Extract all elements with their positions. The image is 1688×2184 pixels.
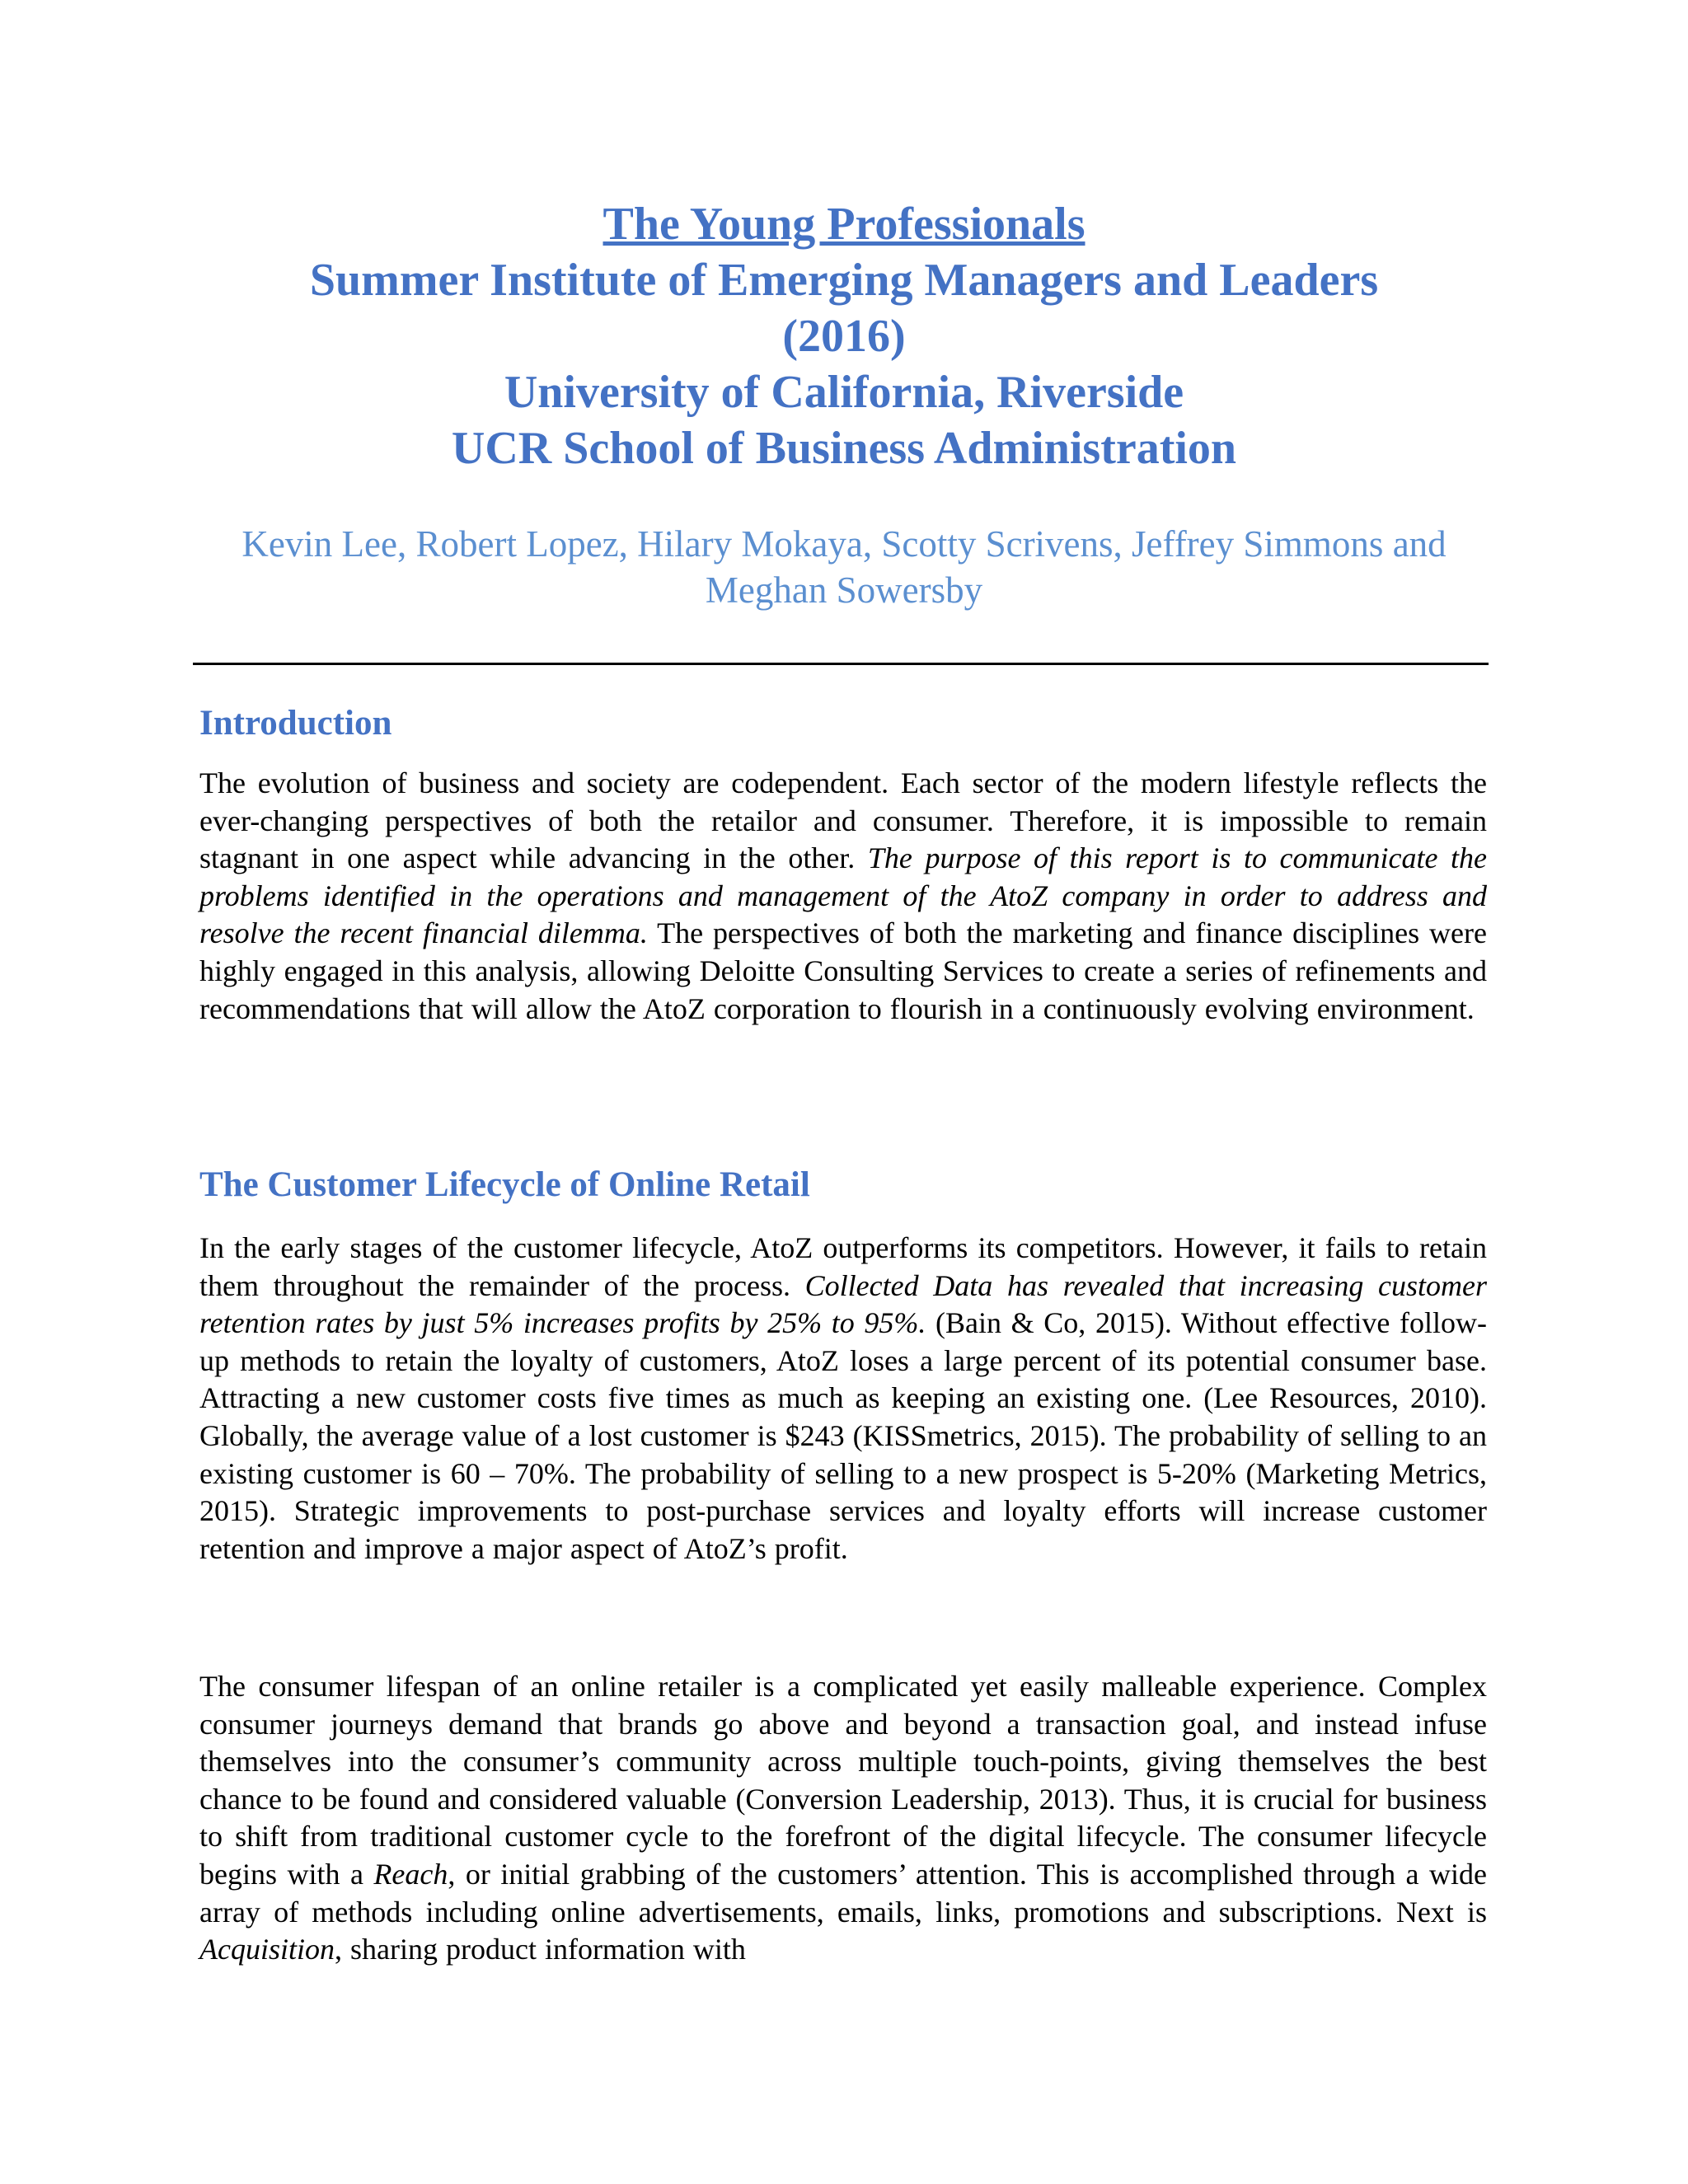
italic-text-run: Reach: [373, 1857, 448, 1891]
title-line-1: The Young Professionals: [603, 199, 1085, 250]
title-line-2: Summer Institute of Emerging Managers and Leaders: [309, 255, 1379, 306]
section-heading-introduction: Introduction: [199, 704, 392, 743]
author-list: [198, 521, 1490, 613]
title-line-5: UCR School of Business Administration: [451, 423, 1237, 474]
text-run: , sharing product information with: [335, 1933, 746, 1966]
italic-text-run: Collected Data has revealed that increasing customer retention rates by just 5% increases profits by 25% to 95%.: [199, 1268, 1487, 1340]
title-line-4: University of California, Riverside: [504, 367, 1184, 418]
title-line-3: (2016): [782, 311, 906, 362]
author-line-2: Meghan Sowersby: [705, 569, 983, 611]
customer-lifecycle-paragraph-1: [199, 1230, 1487, 1568]
author-line-1: Kevin Lee, Robert Lopez, Hilary Mokaya, Scotty Scrivens, Jeffrey Simmons and: [241, 523, 1447, 565]
text-run: (Bain & Co, 2015). Without effective follow-up methods to retain the loyalty of customers, AtoZ loses a large percent of its potential consumer base. Attracting a new customer costs five times as much as keeping an existing one. (Lee Resources, 2010). Globally, the average value of a lost customer is $243 (KISSmetrics, 2015). The probability of selling to an existing customer is 60 – 70%. The probability of selling to a new prospect is 5-20% (Marketing Metrics, 2015). Strategic improvements to post-purchase services and loyalty efforts will increase customer retention and improve a major aspect of AtoZ’s profit.: [199, 1306, 1487, 1565]
customer-lifecycle-paragraph-2: [199, 1668, 1487, 1969]
text-run: The consumer lifespan of an online retailer is a complicated yet easily malleable experience. Complex consumer journeys demand that brands go above and beyond a transaction goal, and instead infuse themselves into the consumer’s community across multiple touch-points, giving themselves the best chance to be found and considered valuable (Conversion Leadership, 2013). Thus, it is crucial for business to shift from traditional customer cycle to the forefront of the digital lifecycle. The consumer lifecycle begins with a: [199, 1670, 1487, 1891]
text-run: The perspectives of both the marketing and finance disciplines were highly engaged in this analysis, allowing Deloitte Consulting Services to create a series of refinements and recommendations that will allow the AtoZ corporation to flourish in a continuously evolving environment.: [199, 916, 1487, 1025]
text-run: In the early stages of the customer lifecycle, AtoZ outperforms its competitors. However, it fails to retain them throughout the remainder of the process.: [199, 1231, 1487, 1302]
section-heading-customer-lifecycle: The Customer Lifecycle of Online Retail: [199, 1165, 810, 1204]
horizontal-divider: [193, 663, 1489, 665]
italic-text-run: The purpose of this report is to communicate the problems identified in the operations and management of the AtoZ company in order to address and resolve the recent financial dilemma.: [199, 841, 1488, 950]
text-run: The evolution of business and society are codependent. Each sector of the modern lifestyle reflects the ever-changing perspectives of both the retailor and consumer. Therefore, it is impossible to remain stagnant in one aspect while advancing in the other.: [199, 766, 1487, 875]
text-run: , or initial grabbing of the customers’ attention. This is accomplished through a wide array of methods including online advertisements, emails, links, promotions and subscriptions. Next is: [199, 1857, 1487, 1929]
document-title: [165, 196, 1523, 476]
introduction-paragraph: [199, 765, 1487, 1028]
italic-text-run: Acquisition: [199, 1933, 335, 1966]
